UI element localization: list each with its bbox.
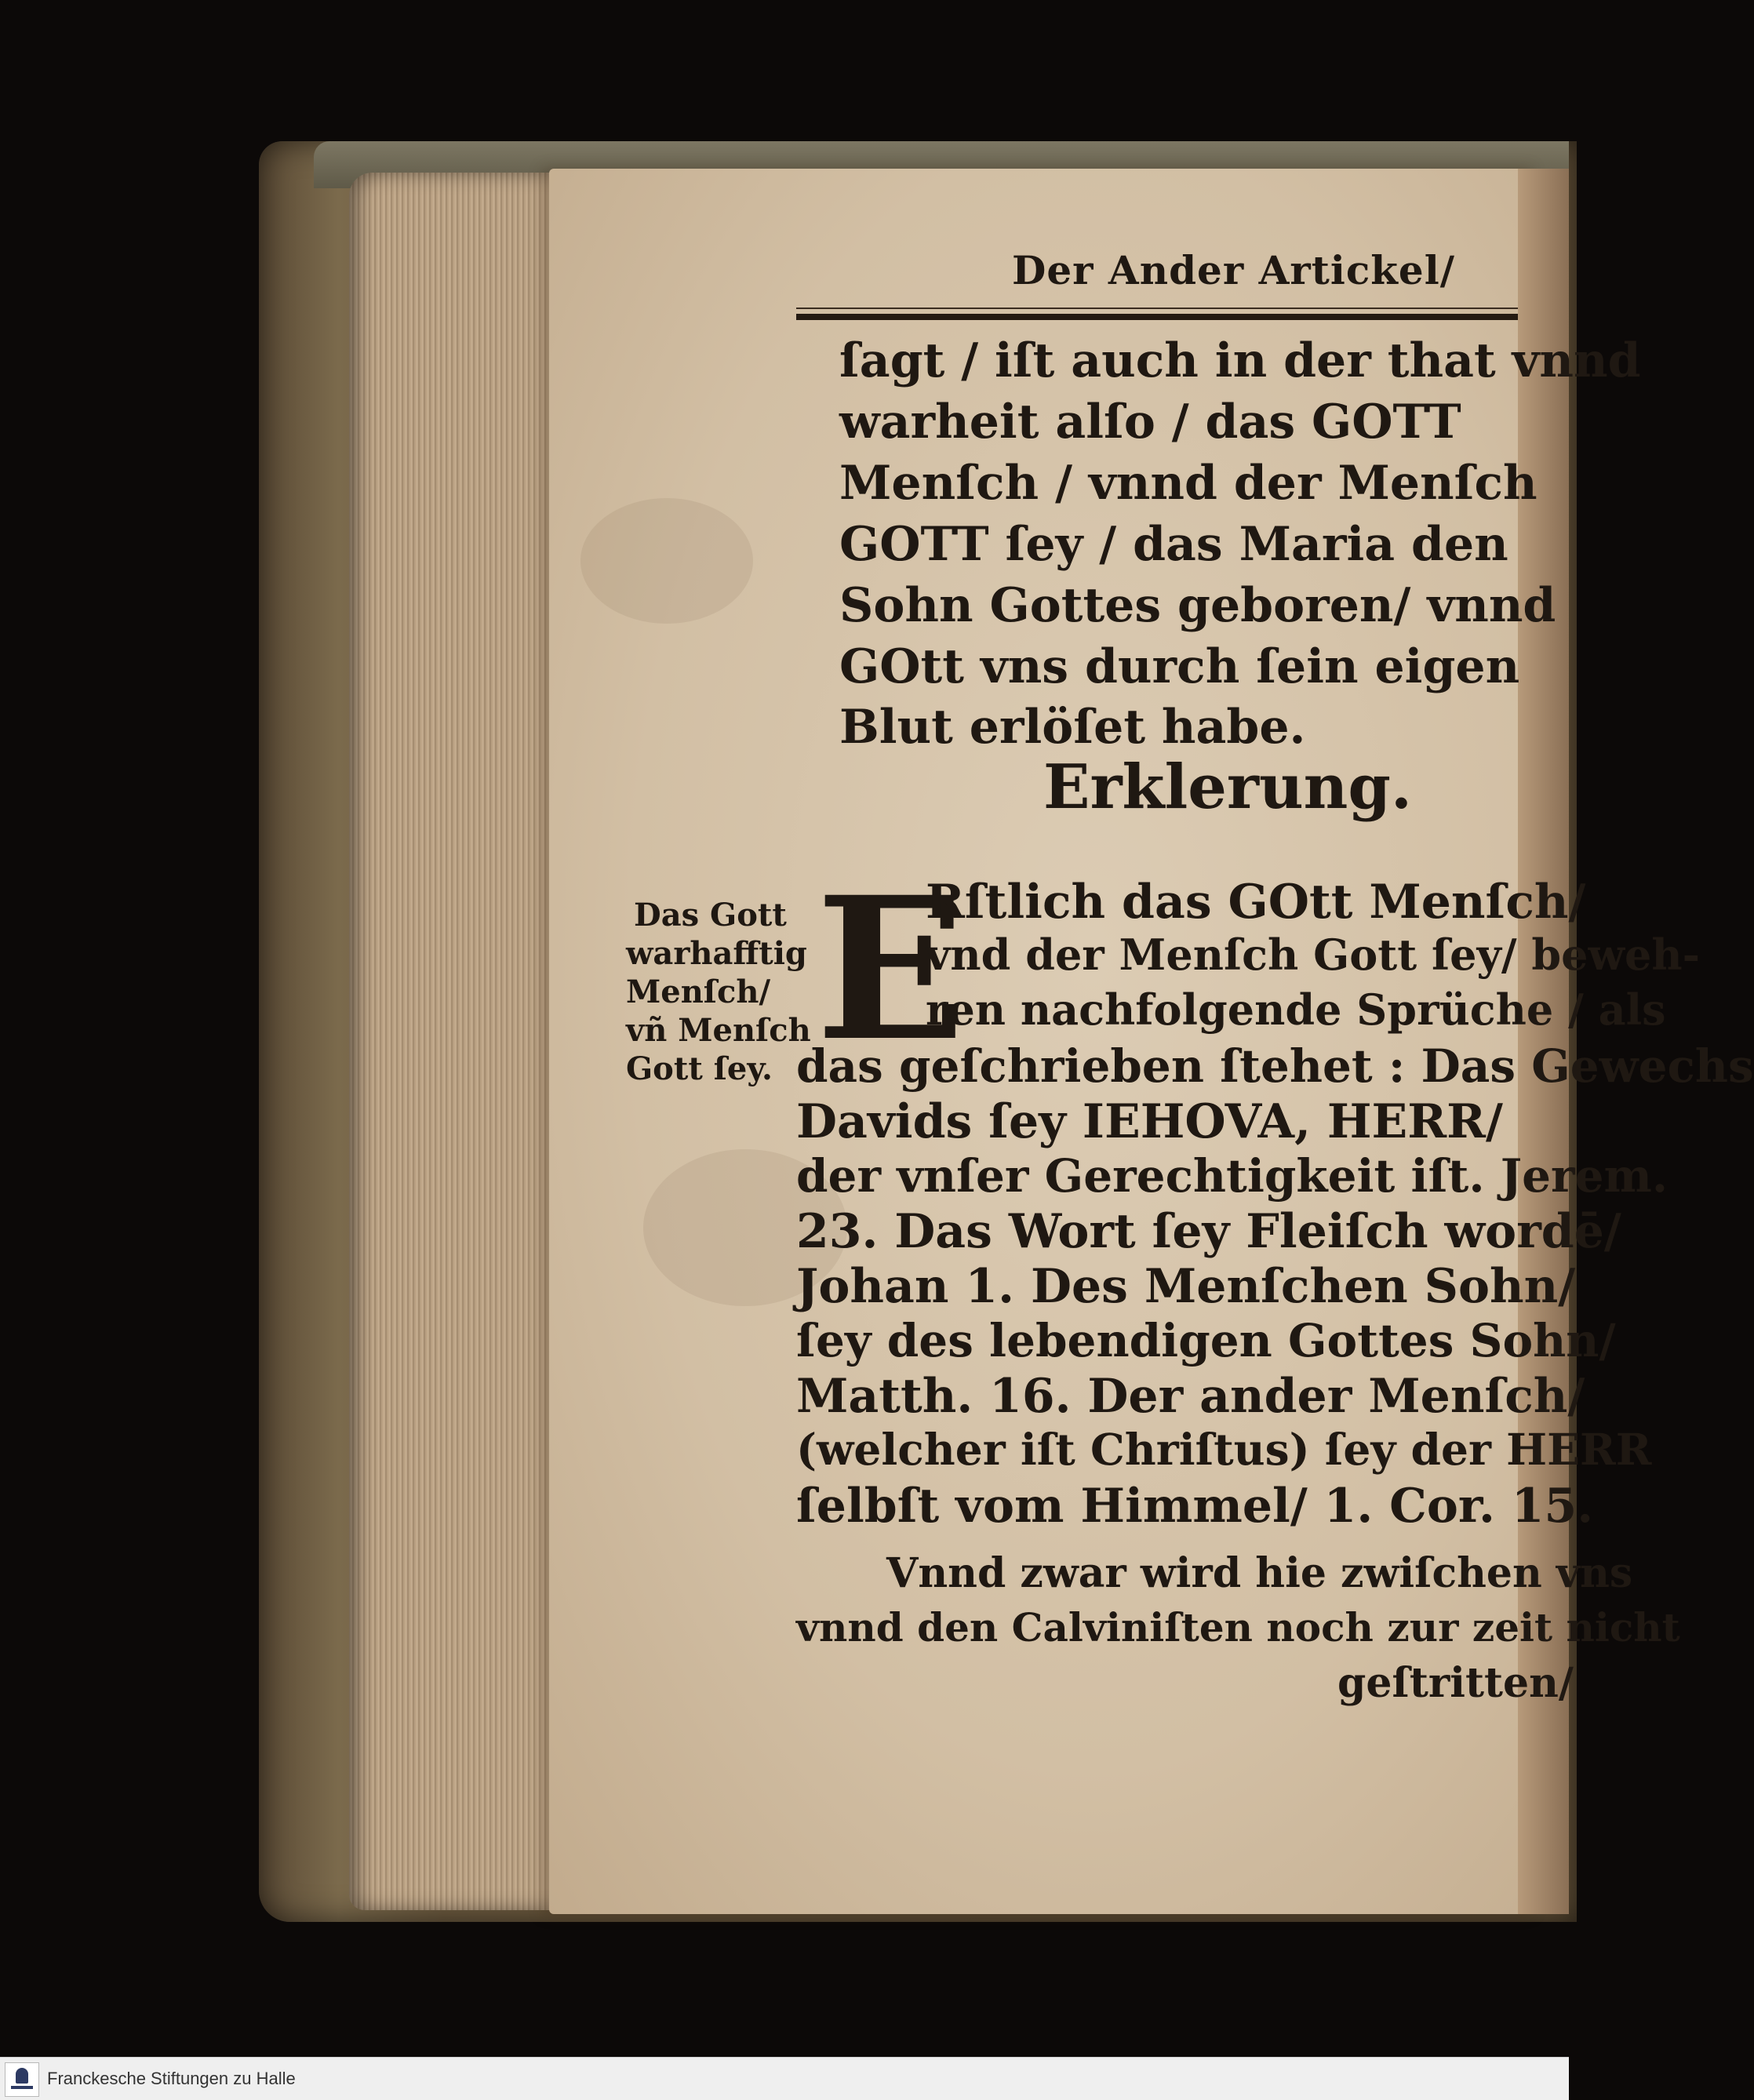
francke-foundation-logo-icon xyxy=(5,2062,39,2097)
text-line: vnnd den Calviniſten noch zur zeit nicht xyxy=(796,1604,1680,1651)
text-line: das geſchrieben ſtehet : Das Gewechs xyxy=(796,1039,1754,1093)
text-line: ren nachfolgende Sprüche / als xyxy=(926,984,1666,1035)
text-line: vnd der Menſch Gott ſey/ beweh- xyxy=(926,930,1701,980)
viewer-footer xyxy=(0,2057,1569,2100)
header-rule xyxy=(796,314,1518,320)
header-rule-thin xyxy=(796,308,1518,309)
section-heading: Erklerung. xyxy=(1043,752,1413,823)
text-line: Sohn Gottes geboren/ vnnd xyxy=(839,578,1556,633)
text-line: Johan 1. Des Menſchen Sohn/ xyxy=(796,1259,1576,1314)
text-line: der vnſer Gerechtigkeit iſt. Jerem. xyxy=(796,1149,1668,1203)
text-line: Matth. 16. Der ander Menſch/ xyxy=(796,1369,1585,1424)
marginal-note-line: Menſch/ xyxy=(626,974,771,1010)
text-line: Vnnd zwar wird hie zwiſchen vns xyxy=(886,1549,1633,1597)
marginal-note-line: vñ Menſch xyxy=(626,1012,811,1049)
text-line: GOtt vns durch ſein eigen xyxy=(839,639,1520,694)
marginal-note-line: Das Gott xyxy=(634,897,787,934)
text-line: (welcher iſt Chriſtus) ſey der HERR xyxy=(796,1424,1652,1475)
text-line: Blut erlöſet habe. xyxy=(839,700,1306,755)
text-line: Rſtlich das GOtt Menſch/ xyxy=(926,875,1586,930)
text-line: Davids ſey IEHOVA, HERR/ xyxy=(796,1094,1503,1149)
marginal-note-line: Gott ſey. xyxy=(626,1050,773,1087)
running-head: Der Ander Artickel/ xyxy=(1012,247,1455,293)
text-line: ſey des lebendigen Gottes Sohn/ xyxy=(796,1314,1616,1367)
footer-credit: Franckesche Stiftungen zu Halle xyxy=(47,2069,296,2088)
text-line: Menſch / vnnd der Menſch xyxy=(839,456,1537,511)
drop-capital: E xyxy=(816,853,966,1084)
text-line: 23. Das Wort ſey Fleiſch wordē/ xyxy=(796,1204,1621,1259)
text-line: GOTT ſey / das Maria den xyxy=(839,517,1508,572)
text-line: ſelbſt vom Himmel/ 1. Cor. 15. xyxy=(796,1479,1594,1534)
text-line: warheit alſo / das GOTT xyxy=(839,395,1461,449)
marginal-note-line: warhafftig xyxy=(626,935,807,972)
text-line: ſagt / iſt auch in der that vnnd xyxy=(839,333,1641,388)
text-line: geſtritten/ xyxy=(1337,1659,1574,1707)
paper-stain xyxy=(580,498,753,624)
